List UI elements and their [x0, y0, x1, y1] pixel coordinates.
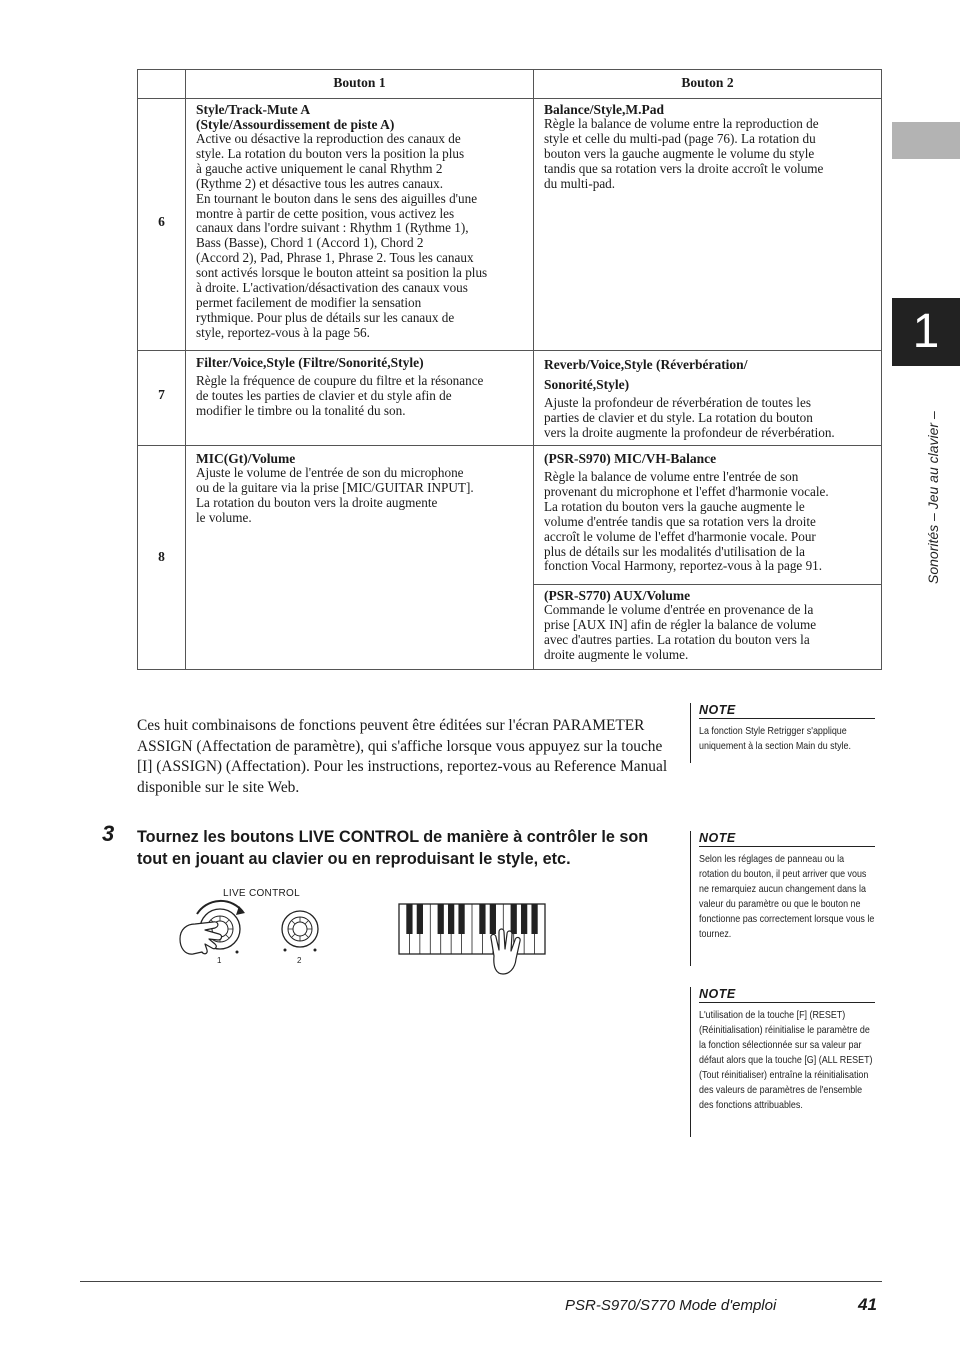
cell-title: Balance/Style,M.Pad [544, 102, 664, 117]
footer-title: PSR-S970/S770 Mode d'emploi [565, 1297, 777, 1314]
cell-title: (PSR-S970) MIC/VH-Balance [544, 451, 717, 466]
knob-1-number: 1 [217, 956, 222, 965]
note-box [690, 987, 884, 1137]
cell-line: tandis que sa rotation vers la droite accroît le volume [544, 160, 824, 176]
table-cell [544, 102, 879, 192]
cell-line: Règle la balance de volume entre l'entrée de son [544, 469, 799, 484]
cell-title: Style/Track-Mute A [196, 102, 311, 117]
cell-line: accroît le volume de l'effet d'harmonie vocale. Pour [544, 528, 816, 544]
cell-line: (Accord 2), Pad, Phrase 1, Phrase 2. Tous les canaux [196, 250, 474, 266]
step-number: 3 [102, 821, 115, 846]
cell-line: à droite. L'activation/désactivation des canaux vous [196, 280, 468, 296]
cell-line: vers la droite augmente la profondeur de réverbération. [544, 424, 835, 440]
cell-line: Commande le volume d'entrée en provenance de la [544, 602, 814, 617]
cell-line: à gauche active uniquement le canal Rhythm 2 [196, 160, 443, 176]
function-table [137, 69, 882, 670]
cell-line: volume d'entrée tandis que sa rotation vers la droite [544, 513, 816, 529]
cell-line: fonction Vocal Harmony, reportez-vous à la page 91. [544, 558, 823, 574]
cell-line: ou de la guitare via la prise [MIC/GUITAR INPUT]. [196, 479, 474, 495]
cell-line: Règle la balance de volume entre la reproduction de [544, 116, 819, 131]
chapter-tab: 1 [892, 298, 960, 366]
keyboard-icon [399, 904, 545, 974]
cell-line: sont activés lorsque le bouton atteint sa position la plus [196, 265, 488, 281]
cell-line: En tournant le bouton dans le sens des aiguilles d'une [196, 190, 478, 206]
body-paragraph: Ces huit combinaisons de fonctions peuvent être éditées sur l'écran PARAMETER ASSIGN (Affectation de paramètre), qui s'affiche lorsque vous appuyez sur la touche [I] (ASSIGN) (Affectation). Pour les instructions, reportez-vous au Reference Manual disponible sur le site Web. [137, 717, 668, 796]
cell-line: droite augmente le volume. [544, 646, 689, 662]
cell-line: prise [AUX IN] afin de régler la balance de volume [544, 616, 817, 632]
cell-line: bouton vers la gauche augmente le volume du style [544, 145, 815, 161]
step-instruction: Tournez les boutons LIVE CONTROL de manière à contrôler le son tout en jouant au clavier ou en reproduisant le style, etc. [137, 828, 649, 868]
cell-line: plus de détails sur les modalités d'utilisation de la [544, 543, 805, 559]
row-number: 7 [158, 387, 165, 402]
note-header: NOTE [699, 703, 875, 719]
note-body: La fonction Style Retrigger s'applique uniquement à la section Main du style. [699, 726, 852, 752]
cell-title: Reverb/Voice,Style (Réverbération/ [544, 357, 748, 372]
cell-line: Ajuste le volume de l'entrée de son du microphone [196, 465, 464, 480]
cell-line: avec d'autres parties. La rotation du bouton vers la [544, 631, 810, 647]
cell-line: Ajuste la profondeur de réverbération de toutes les [544, 395, 811, 410]
cell-line: le volume. [196, 509, 252, 525]
cell-line: montre à partir de cette position, vous activez les [196, 205, 455, 221]
header-bouton-2: Bouton 2 [681, 75, 734, 90]
cell-line: rythmique. Pour plus de détails sur les canaux de [196, 309, 455, 325]
cell-title: Filter/Voice,Style (Filtre/Sonorité,Style) [196, 355, 424, 370]
note-box [690, 831, 884, 966]
table-cell [544, 588, 879, 663]
footer-rule [80, 1281, 882, 1282]
knob-icon [282, 911, 318, 952]
live-control-label: LIVE CONTROL [223, 888, 300, 899]
live-control-illustration [175, 884, 550, 979]
cell-subtitle: (Style/Assourdissement de piste A) [196, 117, 395, 132]
cell-title: MIC(Gt)/Volume [196, 451, 296, 466]
cell-line: de toutes les parties de clavier et du style afin de [196, 387, 452, 403]
cell-line: style. La rotation du bouton vers la position la plus [196, 145, 465, 161]
cell-line: du multi-pad. [544, 175, 616, 191]
note-box [690, 703, 884, 763]
cell-line: Bass (Basse), Chord 1 (Accord 1), Chord 2 [196, 235, 424, 251]
cell-line: style, reportez-vous à la page 56. [196, 324, 370, 340]
table-cell [544, 451, 879, 574]
cell-title: Sonorité,Style) [544, 377, 630, 392]
table-cell [544, 355, 879, 441]
header-bouton-1: Bouton 1 [333, 75, 386, 90]
cell-line: modifier le timbre ou la tonalité du son. [196, 402, 406, 418]
note-header: NOTE [699, 987, 875, 1003]
side-tab-marker [892, 122, 960, 159]
cell-line: (Rythme 2) et désactive tous les autres canaux. [196, 175, 444, 191]
knob-2-number: 2 [297, 956, 302, 965]
cell-line: Règle la fréquence de coupure du filtre et la résonance [196, 373, 484, 388]
cell-line: canaux dans l'ordre suivant : Rhythm 1 (Rythme 1), [196, 220, 469, 236]
cell-line: parties de clavier et du style. La rotation du bouton [544, 409, 813, 425]
row-number: 6 [158, 214, 165, 229]
table-cell [196, 102, 531, 341]
table-cell [196, 451, 531, 526]
page-number: 41 [858, 1295, 877, 1314]
cell-line: La rotation du bouton vers la droite augmente [196, 494, 438, 510]
cell-line: provenant du microphone et l'effet d'harmonie vocale. [544, 483, 829, 499]
cell-line: La rotation du bouton vers la gauche augmente le [544, 498, 805, 514]
note-header: NOTE [699, 831, 875, 847]
cell-line: style et celle du multi-pad (page 76). La rotation du [544, 130, 816, 146]
note-body: L'utilisation de la touche [F] (RESET) (Réinitialisation) réinitialise le paramètre de la fonction sélectionnée sur sa valeur par défaut alors que la touche [G] (ALL RESET) (Tout réinitialiser) entraîne la réinitialisation des valeurs de paramètres de l'ensemble des fonctions attribuables. [699, 1010, 873, 1111]
chapter-label-text: Sonorités – Jeu au clavier – [925, 411, 941, 584]
table-cell [196, 355, 531, 419]
hand-icon [180, 922, 222, 954]
note-body: Selon les réglages de panneau ou la rotation du bouton, il peut arriver que vous ne remarquiez aucun changement dans la valeur du paramètre ou que le bouton ne fonctionne pas correctement lorsque vous le tournez. [699, 854, 875, 940]
cell-line: permet facilement de modifier la sensation [196, 294, 422, 310]
cell-title: (PSR-S770) AUX/Volume [544, 588, 691, 603]
cell-line: Active ou désactive la reproduction des canaux de [196, 131, 461, 146]
row-number: 8 [158, 549, 165, 564]
